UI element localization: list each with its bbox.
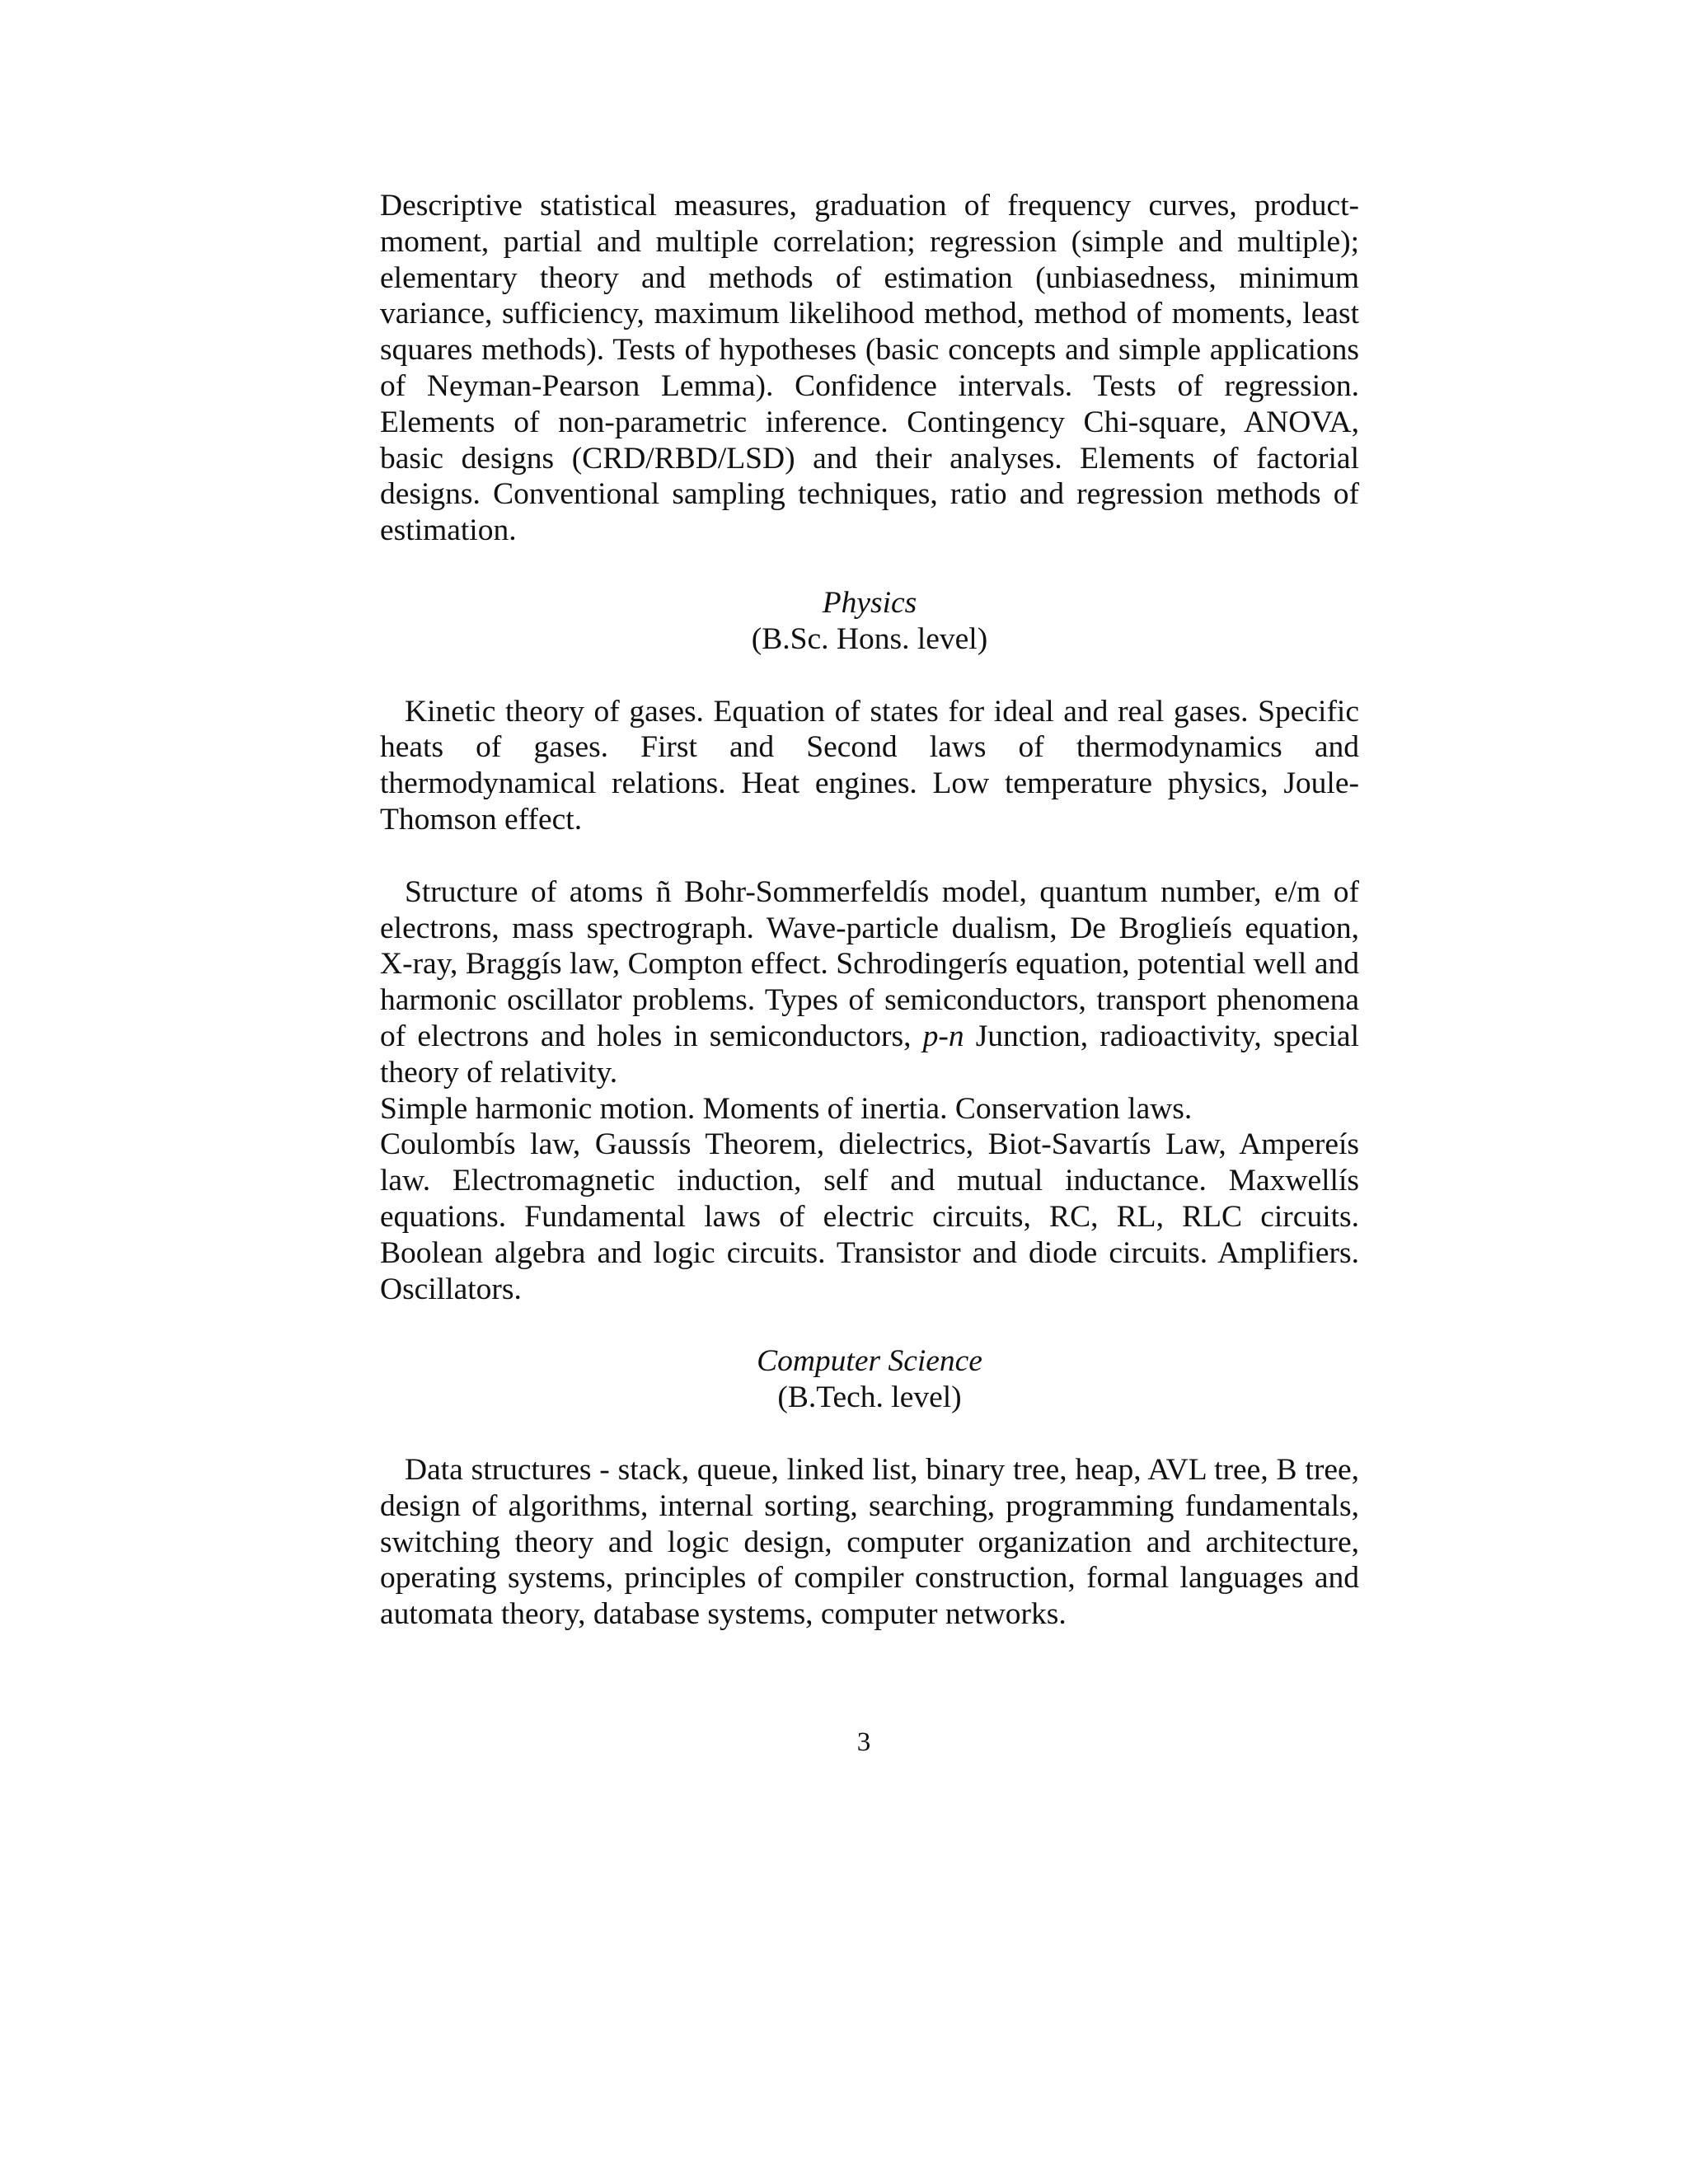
physics-paragraph-thermodynamics: Kinetic theory of gases. Equation of states for ideal and real gases. Specific heats of gases. First and Second laws of thermodynamics and thermodynamical relations. Heat engines. Low temperature physics, Joule-Thomson effect.	[380, 694, 1359, 837]
spacer	[380, 1416, 1359, 1452]
pn-junction-term: p-n	[922, 1019, 964, 1053]
spacer	[380, 838, 1359, 874]
physics-level: (B.Sc. Hons. level)	[751, 621, 988, 656]
computer-science-heading	[380, 1343, 1359, 1416]
spacer	[380, 549, 1359, 585]
computer-science-level: (B.Tech. level)	[777, 1380, 962, 1415]
spacer	[380, 1307, 1359, 1343]
spacer	[380, 658, 1359, 694]
computer-science-paragraph: Data structures - stack, queue, linked list, binary tree, heap, AVL tree, B tree, design of algorithms, internal sorting, searching, programming fundamentals, switching theory and logic design, computer organization and architecture, operating systems, principles of compiler construction, formal languages and automata theory, database systems, computer networks.	[380, 1452, 1359, 1632]
computer-science-title: Computer Science	[757, 1344, 982, 1379]
physics-title: Physics	[822, 585, 917, 620]
physics-paragraph-modern-physics-text-2: Junction, radioactivity, special theory of relativity.	[380, 1019, 1359, 1090]
physics-paragraph-mechanics: Simple harmonic motion. Moments of inertia. Conservation laws.	[380, 1091, 1193, 1126]
page-number: 3	[856, 1727, 871, 1757]
statistics-paragraph: Descriptive statistical measures, graduation of frequency curves, product-moment, partial and multiple correlation; regression (simple and multiple); elementary theory and methods of estimation (unbiasedness, minimum variance, sufficiency, maximum likelihood method, method of moments, least squares methods). Tests of hypotheses (basic concepts and simple applications of Neyman-Pearson Lemma). Confidence intervals. Tests of regression. Elements of non-parametric inference. Contingency Chi-square, ANOVA, basic designs (CRD/RBD/LSD) and their analyses. Elements of factorial designs. Conventional sampling techniques, ratio and regression methods of estimation.	[380, 189, 1359, 548]
physics-paragraph-modern-physics-text-1: Structure of atoms ñ Bohr-Sommerfeldís model, quantum number, e/m of electrons, mass spectrograph. Wave-particle dualism, De Broglieís equation, X-ray, Braggís law, Compton effect. Schrodingerís equation, potential well and harmonic oscillator problems. Types of semiconductors, transport phenomena of electrons and holes in semiconductors,	[380, 874, 1359, 1053]
physics-heading	[380, 585, 1359, 658]
page-body	[380, 188, 1359, 1633]
physics-paragraph-modern-physics	[380, 874, 1359, 1091]
physics-paragraph-electromagnetism: Coulombís law, Gaussís Theorem, dielectrics, Biot-Savartís Law, Ampereís law. Electromagnetic induction, self and mutual inductance. Maxwellís equations. Fundamental laws of electric circuits, RC, RL, RLC circuits. Boolean algebra and logic circuits. Transistor and diode circuits. Amplifiers. Oscillators.	[380, 1127, 1359, 1306]
